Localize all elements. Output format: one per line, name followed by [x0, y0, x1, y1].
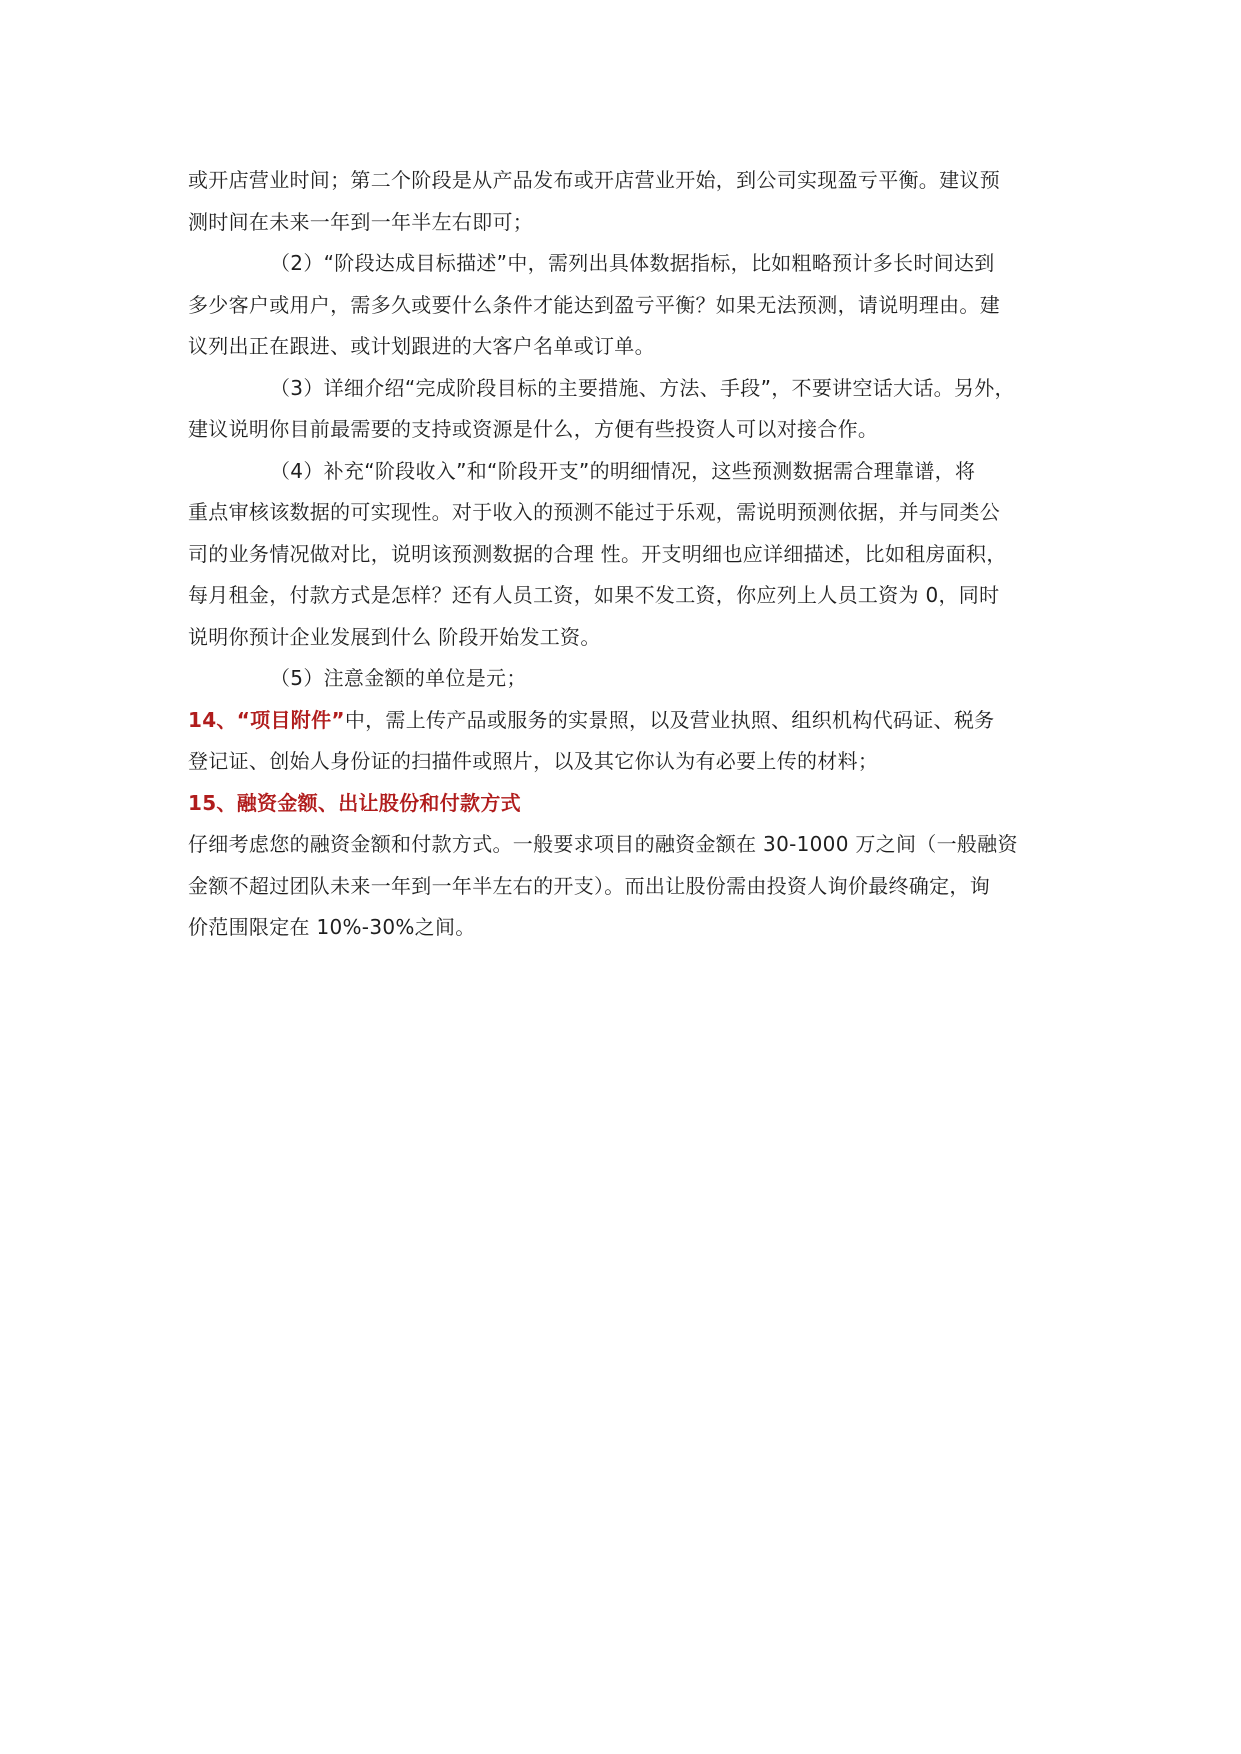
section-14-line-2 [188, 741, 1054, 783]
body-text: （3）详细介绍“完成阶段目标的主要措施、方法、手段”，不要讲空话大话。另外， [270, 375, 1015, 400]
document-body [188, 160, 1054, 949]
body-text: 每月租金，付款方式是怎样？还有人员工资，如果不发工资，你应列上人员工资为 0，同时 [188, 583, 1000, 607]
item-4-line-5 [188, 617, 1054, 659]
body-text: 议列出正在跟进、或计划跟进的大客户名单或订单。 [188, 334, 655, 358]
body-text: 建议说明你目前最需要的支持或资源是什么，方便有些投资人可以对接合作。 [188, 417, 879, 441]
item-5-line-1 [188, 658, 1054, 700]
body-text: 说明你预计企业发展到什么 阶段开始发工资。 [188, 624, 601, 649]
section-15-line-1 [188, 824, 1054, 866]
body-line-2 [188, 202, 1054, 244]
body-text: 或开店营业时间；第二个阶段是从产品发布或开店营业开始，到公司实现盈亏平衡。建议预 [188, 168, 1000, 192]
section-14-line-1 [188, 700, 1054, 742]
body-text: 重点审核该数据的可实现性。对于收入的预测不能过于乐观，需说明预测依据，并与同类公 [188, 500, 1000, 524]
body-line-1 [188, 160, 1054, 202]
body-text: 金额不超过团队未来一年到一年半左右的开支）。而出让股份需由投资人询价最终确定，询 [188, 873, 990, 898]
item-2-line-1 [188, 243, 1054, 285]
item-2-line-2 [188, 285, 1054, 327]
item-4-line-2 [188, 492, 1054, 534]
section-14-heading: 14、“项目附件” [188, 707, 345, 732]
body-text: 测时间在未来一年到一年半左右即可； [188, 209, 534, 234]
section-15-line-2 [188, 866, 1054, 908]
body-text: 价范围限定在 10%-30%之间。 [188, 915, 476, 939]
body-text: （2）“阶段达成目标描述”中，需列出具体数据指标，比如粗略预计多长时间达到 [270, 251, 995, 275]
item-3-line-2 [188, 409, 1054, 451]
body-text: （4）补充“阶段收入”和“阶段开支”的明细情况，这些预测数据需合理靠谱，将 [270, 458, 976, 483]
item-4-line-3 [188, 534, 1054, 576]
item-4-line-4 [188, 575, 1054, 617]
body-text: （5）注意金额的单位是元； [270, 666, 527, 690]
body-text: 登记证、创始人身份证的扫描件或照片，以及其它你认为有必要上传的材料； [188, 749, 879, 773]
section-15-line-3 [188, 907, 1054, 949]
body-text: 仔细考虑您的融资金额和付款方式。一般要求项目的融资金额在 30-1000 万之间（一般融资 [188, 832, 1018, 856]
item-4-line-1 [188, 451, 1054, 493]
item-3-line-1 [188, 368, 1054, 410]
body-text: 多少客户或用户，需多久或要什么条件才能达到盈亏平衡？如果无法预测，请说明理由。建 [188, 292, 1000, 317]
section-15-heading-line [188, 783, 1054, 825]
section-15-heading: 15、融资金额、出让股份和付款方式 [188, 790, 521, 815]
item-2-line-3 [188, 326, 1054, 368]
body-text: 中，需上传产品或服务的实景照，以及营业执照、组织机构代码证、税务 [344, 707, 995, 732]
body-text: 司的业务情况做对比，说明该预测数据的合理 性。开支明细也应详细描述，比如租房面积， [188, 541, 1007, 566]
